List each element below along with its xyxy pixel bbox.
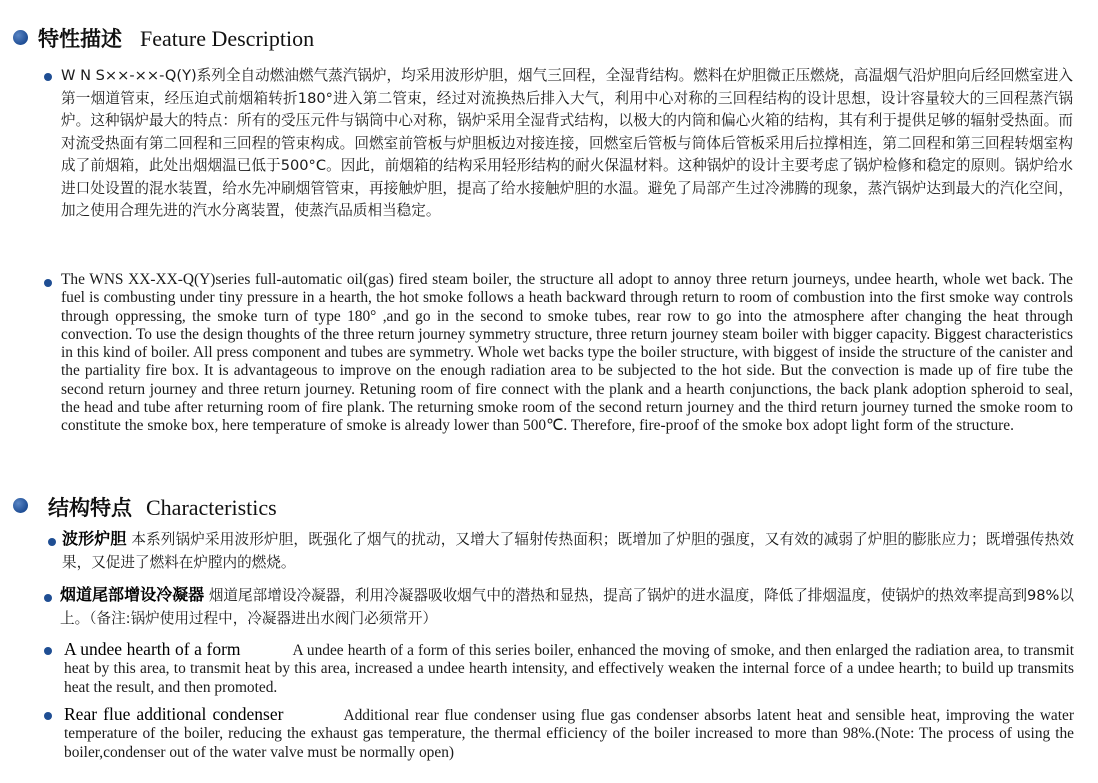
characteristic-item <box>64 640 1074 697</box>
item-text: A undee hearth of a form of this series boiler, enhanced the moving of smoke, and then enlarged the radiation area, to transmit heat by this area, to transmit heat by this area, increased a undee hearth intensity, and effectively weaken the internal force of a undee hearth; to build up transmits heat the result, and then promoted. <box>64 642 1074 696</box>
item-label: 烟道尾部增设冷凝器 <box>60 585 205 604</box>
feature-paragraph-en: The WNS XX-XX-Q(Y)series full-automatic oil(gas) fired steam boiler, the structure all adopt to annoy three return journeys, undee hearth, whole wet back. The fuel is combusting under tiny pressure in a hearth, the hot smoke follows a heath backward through return to room of combustion into the first smoke way controls through oppressing, the smoke turn of type 180° ,and go in the second to smoke tubes, rear row to go into the atmosphere after changing the heat through convection. To use the design thoughts of the three return journey symmetry structure, three return journey steam boiler with bigger capacity. Biggest characteristics in this kind of boiler. All press component and tubes are symmetry. Whole wet backs type the boiler structure, with biggest of inside the structure of the canister and the partiality fire box. It is advantageous to improve on the enough radiation area to be subjected to the hot side. But the convection is made up of fire tube the second return journey and three return journey. Retuning room of fire connect with the plank and a hearth conjunctions, the back plank adoption spheroid to seal, the head and tube after returning room of fire plank. The returning smoke room of the second return journey and the third return journey turned the smoke room to constitute the smoke box, here temperature of smoke is already lower than 500℃. Therefore, fire-proof of the smoke box adopt light form of the structure. <box>61 271 1073 435</box>
bullet-icon <box>48 538 56 546</box>
item-label: 波形炉胆 <box>62 529 127 548</box>
characteristic-item <box>64 705 1074 762</box>
heading-zh: 特性描述 <box>38 27 122 51</box>
section-bullet-icon <box>13 498 28 513</box>
item-label: Rear flue additional condenser <box>64 704 284 724</box>
bullet-icon <box>44 712 52 720</box>
bullet-icon <box>44 279 52 287</box>
heading-en: Feature Description <box>140 26 315 51</box>
bullet-icon <box>44 73 52 81</box>
heading-zh: 结构特点 <box>48 496 132 520</box>
item-text: Additional rear flue condenser using flue gas condenser absorbs latent heat and sensible heat, improving the water temperature of the boiler, reducing the exhaust gas temperature, the thermal efficiency of the boiler increased to more than 98%.(Note: The process of using the boiler,condenser out of the water valve must be normally open) <box>64 707 1074 761</box>
bullet-icon <box>44 647 52 655</box>
item-text: 本系列锅炉采用波形炉胆，既强化了烟气的扰动，又增大了辐射传热面积；既增加了炉胆的强度，又有效的减弱了炉胆的膨胀应力；既增强传热效果，又促进了燃料在炉膛内的燃烧。 <box>62 531 1074 571</box>
feature-paragraph-zh: W N S××-××-Q(Y)系列全自动燃油燃气蒸汽锅炉，均采用波形炉胆，烟气三回程，全湿背结构。燃料在炉胆微正压燃烧，高温烟气沿炉胆向后经回燃室进入第一烟道管束，经压迫式前烟箱转折180°进入第二管束，经过对流换热后排入大气，利用中心对称的三回程结构的设计思想，设计容量较大的三回程蒸汽锅炉。这种锅炉最大的特点：所有的受压元件与锅筒中心对称，锅炉采用全湿背式结构，以极大的内筒和偏心火箱的结构，其有利于提供足够的辐射受热面。而对流受热面有第二回程和三回程的管束构成。回燃室前管板与炉胆板边对接连接，回燃室后管板与筒体后管板采用后拉撑相连，第二回程和第三回程转烟室构成了前烟箱，此处出烟烟温已低于500°C。因此，前烟箱的结构采用轻形结构的耐火保温材料。这种锅炉的设计主要考虑了锅炉检修和稳定的原则。锅炉给水进口处设置的混水装置，给水先冲刷烟管管束，再接触炉胆，提高了给水接触炉胆的水温。避免了局部产生过冷沸腾的现象，蒸汽锅炉达到最大的汽化空间，加之使用合理先进的汽水分离装置，使蒸汽品质相当稳定。 <box>61 67 1073 219</box>
heading-en: Characteristics <box>146 495 277 520</box>
bullet-icon <box>44 594 52 602</box>
item-label: A undee hearth of a form <box>64 639 241 659</box>
section-heading-feature <box>38 23 314 53</box>
section-heading-characteristics <box>48 492 277 522</box>
characteristic-item <box>60 584 1074 630</box>
item-text: 烟道尾部增设冷凝器，利用冷凝器吸收烟气中的潜热和显热，提高了锅炉的进水温度，降低了排烟温度，使锅炉的热效率提高到98%以上。（备注:锅炉使用过程中，冷凝器进出水阀门必须常开） <box>60 587 1074 627</box>
characteristic-item <box>62 528 1074 574</box>
section-bullet-icon <box>13 30 28 45</box>
